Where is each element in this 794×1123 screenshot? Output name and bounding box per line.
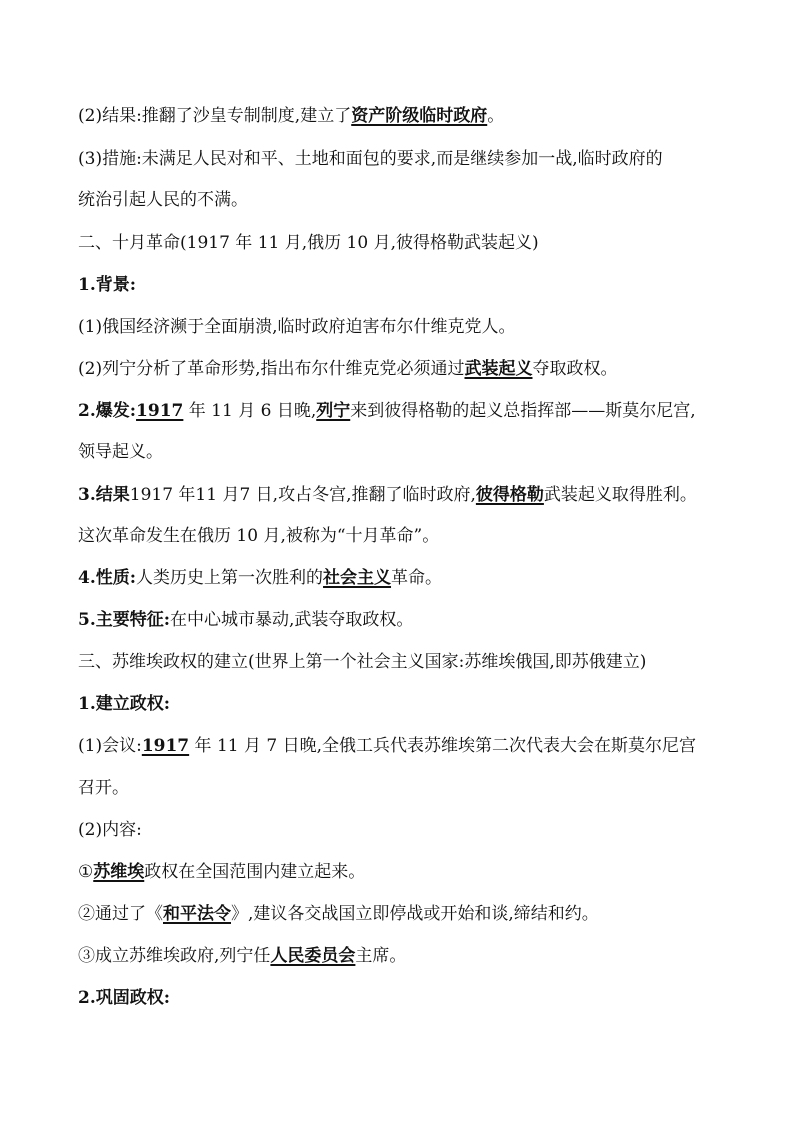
subheading-background: 1.背景: [78, 275, 137, 295]
outbreak-line-cont: 领导起义。 [78, 442, 163, 462]
subheading-consolidate: 2.巩固政权: [78, 988, 171, 1008]
key-term: 社会主义 [323, 568, 392, 588]
background-item-1: (1)俄国经济濒于全面崩溃,临时政府迫害布尔什维克党人。 [78, 317, 516, 337]
section-heading-soviet: 三、苏维埃政权的建立(世界上第一个社会主义国家:苏维埃俄国,即苏俄建立) [78, 652, 647, 672]
result-heading-line: 3.结果1917 年11 月7 日,攻占冬宫,推翻了临时政府,彼得格勒武装起义取得胜利。 [78, 485, 697, 505]
measures-line-cont: 统治引起人民的不满。 [78, 190, 248, 210]
result-line-cont: 这次革命发生在俄历 10 月,被称为“十月革命”。 [78, 526, 440, 546]
key-term: 资产阶级临时政府 [351, 106, 488, 126]
subheading-establish: 1.建立政权: [78, 694, 171, 714]
key-term: 彼得格勒 [475, 485, 544, 505]
key-term: 人民委员会 [270, 946, 356, 966]
background-item-2: (2)列宁分析了革命形势,指出布尔什维克党必须通过武装起义夺取政权。 [78, 359, 618, 379]
content-item-3: ③成立苏维埃政府,列宁任人民委员会主席。 [78, 946, 407, 966]
key-term: 武装起义 [464, 359, 533, 379]
feature-line: 5.主要特征:在中心城市暴动,武装夺取政权。 [78, 610, 414, 630]
result-line: (2)结果:推翻了沙皇专制制度,建立了资产阶级临时政府。 [78, 106, 505, 126]
key-term: 列宁 [316, 401, 351, 421]
outbreak-line: 2.爆发:1917 年 11 月 6 日晚,列宁来到彼得格勒的起义总指挥部——斯莫尔尼宫, [78, 401, 696, 421]
key-term: 1917 [141, 736, 190, 756]
content-item-2: ②通过了《和平法令》,建议各交战国立即停战或开始和谈,缔结和约。 [78, 904, 599, 924]
key-term: 和平法令 [163, 904, 231, 924]
key-term: 1917 [136, 401, 184, 421]
meeting-line: (1)会议:1917 年 11 月 7 日晚,全俄工兵代表苏维埃第二次代表大会在斯莫尔尼宫 [78, 736, 697, 756]
meeting-line-cont: 召开。 [78, 778, 129, 798]
content-item-1: ①苏维埃政权在全国范围内建立起来。 [78, 862, 366, 882]
nature-line: 4.性质:人类历史上第一次胜利的社会主义革命。 [78, 568, 443, 588]
measures-line: (3)措施:未满足人民对和平、土地和面包的要求,而是继续参加一战,临时政府的 [78, 149, 663, 169]
key-term: 苏维埃 [93, 862, 145, 882]
section-heading-october-revolution: 二、十月革命(1917 年 11 月,俄历 10 月,彼得格勒武装起义) [78, 233, 539, 253]
content-heading: (2)内容: [78, 820, 142, 840]
